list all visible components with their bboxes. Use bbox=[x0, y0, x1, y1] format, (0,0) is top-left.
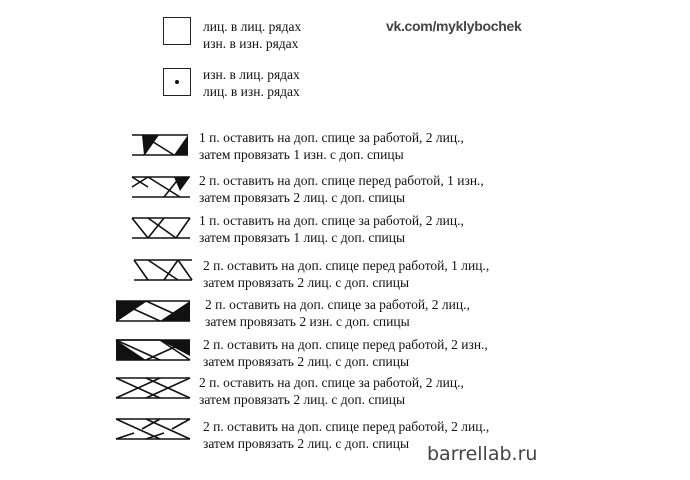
dot-icon bbox=[175, 80, 179, 84]
cable-legend-item bbox=[199, 212, 464, 246]
legend-item-knit bbox=[203, 18, 301, 52]
cable-left-knit-icon bbox=[128, 256, 196, 284]
cable-legend-item bbox=[199, 172, 484, 206]
legend-line: изн. в лиц. рядах bbox=[203, 67, 300, 82]
legend-line: лиц. в изн. рядах bbox=[203, 84, 300, 99]
legend-line: 1 п. оставить на доп. спице за работой, 2 лиц., bbox=[199, 130, 464, 145]
legend-line: 2 п. оставить на доп. спице перед работой, 2 лиц., bbox=[203, 419, 490, 434]
cable-legend-item bbox=[199, 129, 464, 163]
dot-square-icon bbox=[163, 68, 191, 96]
watermark: vk.com/myklybochek bbox=[386, 18, 522, 34]
cable-legend-item bbox=[203, 257, 489, 291]
site-watermark: barrellab.ru bbox=[427, 443, 538, 465]
empty-square-icon bbox=[163, 17, 191, 45]
cable-right-purl-icon bbox=[128, 131, 192, 159]
legend-line: затем провязать 1 изн. с доп. спицы bbox=[199, 147, 404, 162]
legend-item-purl bbox=[203, 66, 300, 100]
cable-2x2-left-icon bbox=[112, 415, 194, 443]
legend-line: 1 п. оставить на доп. спице за работой, 2 лиц., bbox=[199, 213, 464, 228]
legend-line: затем провязать 2 лиц. с доп. спицы bbox=[203, 436, 410, 451]
legend-line: 2 п. оставить на доп. спице за работой, 2 лиц., bbox=[205, 297, 470, 312]
legend-line: затем провязать 2 лиц. с доп. спицы bbox=[199, 392, 406, 407]
legend-line: затем провязать 2 изн. с доп. спицы bbox=[205, 314, 410, 329]
cable-2x2-right-icon bbox=[112, 374, 194, 402]
legend-line: затем провязать 2 лиц. с доп. спицы bbox=[199, 190, 406, 205]
cable-legend-item bbox=[205, 296, 470, 330]
cable-left-purl-icon bbox=[128, 173, 194, 201]
legend-line: затем провязать 2 лиц. с доп. спицы bbox=[203, 275, 410, 290]
cable-legend-item bbox=[199, 374, 464, 408]
cable-right-2purl-icon bbox=[112, 297, 194, 325]
legend-line: 2 п. оставить на доп. спице перед работой, 1 лиц., bbox=[203, 258, 490, 273]
legend-line: затем провязать 2 лиц. с доп. спицы bbox=[203, 354, 410, 369]
legend-line: 2 п. оставить на доп. спице перед работой, 1 изн., bbox=[199, 173, 484, 188]
legend-line: изн. в изн. рядах bbox=[203, 36, 299, 51]
cable-left-2purl-icon bbox=[112, 336, 194, 364]
legend-line: 2 п. оставить на доп. спице перед работой, 2 изн., bbox=[203, 337, 488, 352]
cable-right-knit-icon bbox=[128, 214, 194, 242]
legend-line: лиц. в лиц. рядах bbox=[203, 19, 302, 34]
cable-legend-item bbox=[203, 336, 488, 370]
legend-line: 2 п. оставить на доп. спице за работой, 2 лиц., bbox=[199, 375, 464, 390]
legend-line: затем провязать 1 лиц. с доп. спицы bbox=[199, 230, 406, 245]
